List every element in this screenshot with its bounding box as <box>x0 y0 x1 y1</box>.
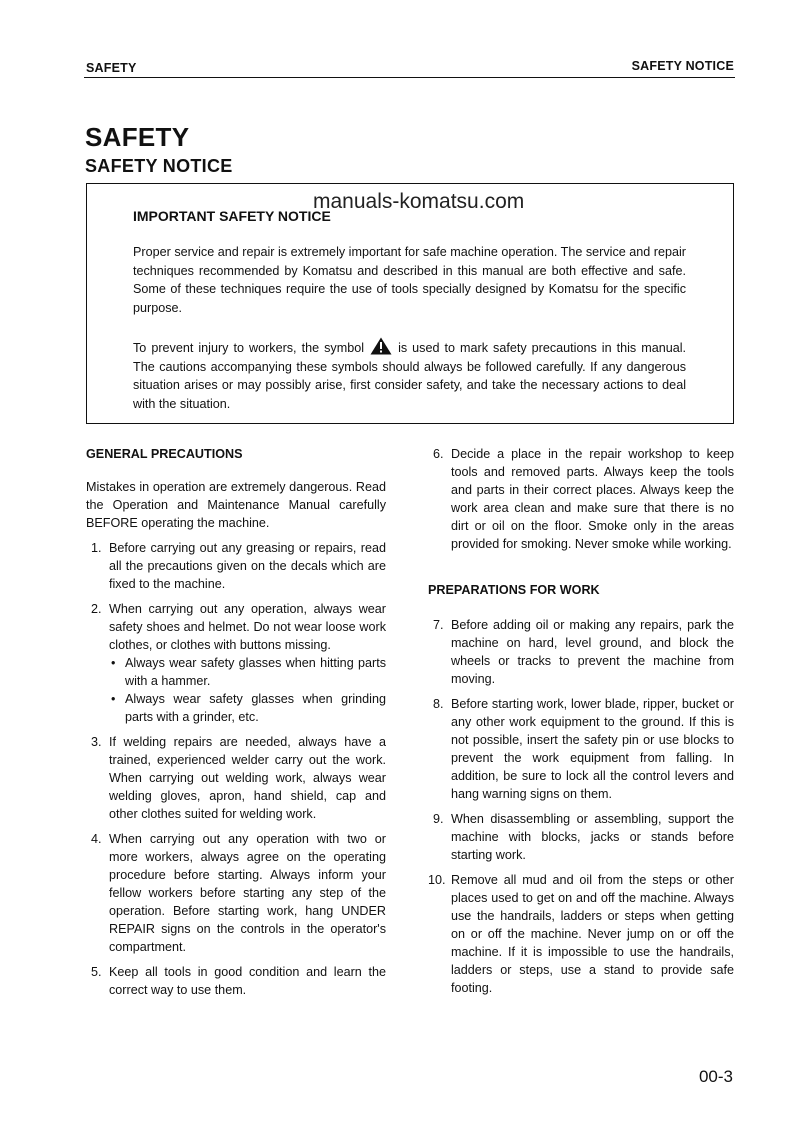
item-number: 3. <box>91 735 102 749</box>
notice-paragraph-2 <box>133 337 686 414</box>
left-column <box>86 445 386 999</box>
right-column <box>428 445 734 997</box>
list-item-6 <box>428 445 734 553</box>
notice-paragraph-1: Proper service and repair is extremely important for safe machine operation. The service and repair techniques recommended by Komatsu and described in this manual are both effective and safe. Some of these techniques require the use of tools specially designed by Komatsu for the specific purpose. <box>133 245 686 316</box>
running-header-left: SAFETY <box>86 61 137 75</box>
notice-title: IMPORTANT SAFETY NOTICE <box>133 208 331 224</box>
bullet-text: Always wear safety glasses when hitting parts with a hammer. <box>125 656 386 688</box>
item-text: Decide a place in the repair workshop to keep tools and removed parts. Always keep the tools and parts in their correct places. Always keep the work area clean and make sure that there is no dirt or oil on the floor. Smoke only in the areas provided for smoking. Never smoke while working. <box>451 447 734 551</box>
bullet-text: Always wear safety glasses when grinding parts with a grinder, etc. <box>125 692 386 724</box>
item-text: Remove all mud and oil from the steps or other places used to get on and off the machine. Always use the handrails, ladders or steps when getting on or off the machine. Never jump on or off the machine. If it is impossible to use the handrails, ladders or steps, use a stand to provide safe footing. <box>451 873 734 995</box>
item-number: 9. <box>433 812 444 826</box>
notice-paragraph-2-end: is used to mark safety precautions in this manual. The cautions accompanying these symbols should always be followed carefully. If any dangerous situation arises or may possibly arise, first consider safety, and take the necessary actions to deal with the situation. <box>133 341 687 412</box>
item-number: 5. <box>91 965 102 979</box>
item-number: 10. <box>428 873 446 887</box>
list-item-1 <box>86 539 386 593</box>
list-item-9 <box>428 810 734 864</box>
list-item-10 <box>428 871 734 997</box>
item-text: When disassembling or assembling, support the machine with blocks, jacks or stands before starting work. <box>451 812 734 862</box>
list-item-7 <box>428 616 734 688</box>
list-item-2 <box>86 600 386 726</box>
warning-triangle-icon <box>370 337 392 355</box>
item-text: If welding repairs are needed, always have a trained, experienced welder carry out the work. When carrying out welding work, always wear welding gloves, apron, hand shield, cap and other clothes suited for welding work. <box>109 735 386 821</box>
item-number: 4. <box>91 832 102 846</box>
bullet-item <box>109 654 386 690</box>
item-text: Before adding oil or making any repairs, park the machine on hard, level ground, and block the wheels or tracks to prevent the machine from moving. <box>451 618 734 686</box>
page-title: SAFETY <box>85 122 190 152</box>
item-number: 6. <box>433 447 444 461</box>
list-item-5 <box>86 963 386 999</box>
item-number: 8. <box>433 697 444 711</box>
item-text: Before starting work, lower blade, ripper, bucket or any other work equipment to the ground. If this is not possible, insert the safety pin or use blocks to prevent the work equipment from falling. In addition, be sure to lock all the control levers and hang warning signs on them. <box>451 697 734 801</box>
item-text: When carrying out any operation, always wear safety shoes and helmet. Do not wear loose work clothes, or clothes with buttons missing. <box>109 602 386 652</box>
header-rule <box>84 77 735 78</box>
item-number: 7. <box>433 618 444 632</box>
page-number: 00-3 <box>698 1067 733 1086</box>
list-item-4 <box>86 830 386 956</box>
page-subtitle: SAFETY NOTICE <box>85 156 233 176</box>
item-number: 2. <box>91 602 102 616</box>
list-item-3 <box>86 733 386 823</box>
watermark: manuals-komatsu.com <box>313 190 525 213</box>
bullet-dot-icon: • <box>111 692 116 706</box>
item-text: Keep all tools in good condition and learn the correct way to use them. <box>109 965 386 997</box>
general-precautions-heading: GENERAL PRECAUTIONS <box>86 447 243 461</box>
list-item-8 <box>428 695 734 803</box>
item-text: When carrying out any operation with two or more workers, always agree on the operating procedure before starting. Always inform your fellow workers before starting any step of the operation. Before starting work, hang UNDER REPAIR signs on the controls in the operator's compartment. <box>109 832 386 954</box>
preparations-heading: PREPARATIONS FOR WORK <box>428 583 600 597</box>
bullet-item <box>109 690 386 726</box>
item-text: Before carrying out any greasing or repairs, read all the precautions given on the decals which are fixed to the machine. <box>109 541 386 591</box>
bullet-dot-icon: • <box>111 656 116 670</box>
general-precautions-intro: Mistakes in operation are extremely dangerous. Read the Operation and Maintenance Manual carefully BEFORE operating the machine. <box>86 480 386 530</box>
item-number: 1. <box>91 541 102 555</box>
running-header-right: SAFETY NOTICE <box>631 59 734 73</box>
notice-paragraph-2-start: To prevent injury to workers, the symbol <box>133 341 364 355</box>
